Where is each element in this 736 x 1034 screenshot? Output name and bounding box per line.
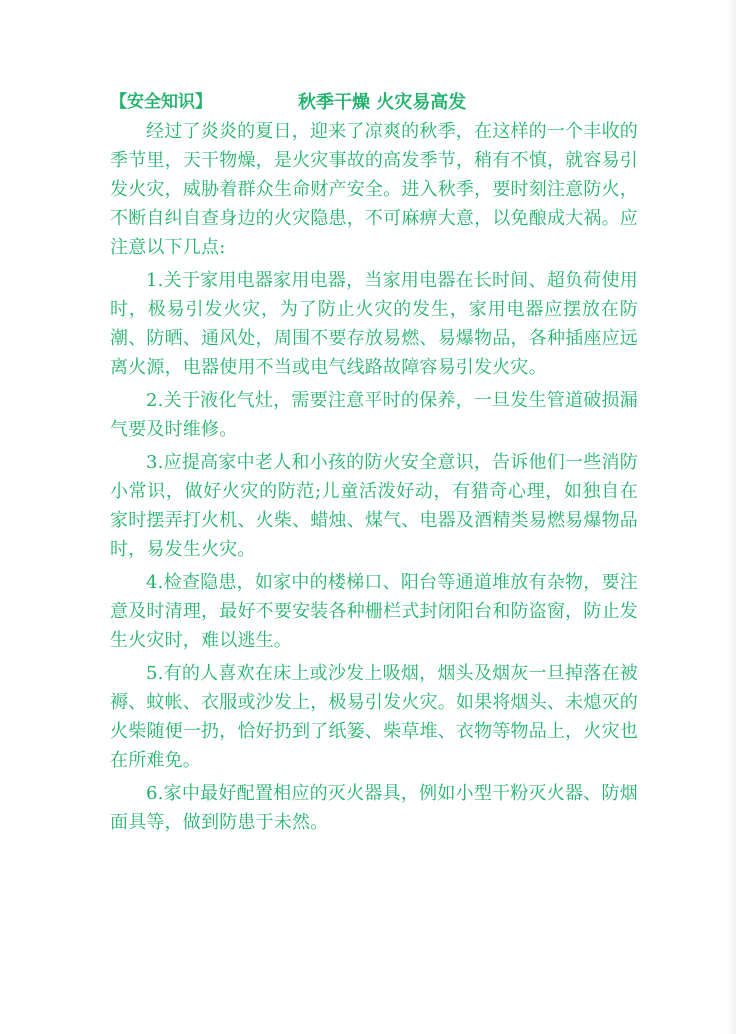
point-6-paragraph: 6.家中最好配置相应的灭火器具，例如小型干粉灭火器、防烟面具等，做到防患于未然。 (110, 783, 638, 833)
point-1-paragraph: 1.关于家用电器家用电器，当家用电器在长时间、超负荷使用时，极易引发火灾，为了防止火灾的发生，家用电器应摆放在防潮、防晒、通风处，周围不要存放易燃、易爆物品，各种插座应远离火源，电器使用不当或电气线路故障容易引发火灾。 (110, 270, 638, 378)
page-edge-shadow (726, 0, 736, 1034)
point-5-paragraph: 5.有的人喜欢在床上或沙发上吸烟，烟头及烟灰一旦掉落在被褥、蚊帐、衣服或沙发上，极易引发火灾。如果将烟头、未熄灭的火柴随便一扔，恰好扔到了纸篓、柴草堆、衣物等物品上，火灾也在所难免。 (110, 663, 638, 771)
point-3-paragraph: 3.应提高家中老人和小孩的防火安全意识，告诉他们一些消防小常识，做好火灾的防范;儿童活泼好动，有猎奇心理，如独自在家时摆弄打火机、火柴、蜡烛、煤气、电器及酒精类易燃易爆物品时，易发生火灾。 (110, 452, 638, 560)
intro-paragraph: 经过了炎炎的夏日，迎来了凉爽的秋季，在这样的一个丰收的季节里，天干物燥，是火灾事故的高发季节，稍有不慎，就容易引发火灾，威胁着群众生命财产安全。进入秋季，要时刻注意防火，不断自纠自查身边的火灾隐患，不可麻痹大意，以免酿成大祸。应注意以下几点: (110, 121, 638, 258)
article-body (110, 88, 638, 841)
point-4-paragraph: 4.检查隐患，如家中的楼梯口、阳台等通道堆放有杂物，要注意及时清理，最好不要安装各种栅栏式封闭阳台和防盗窗，防止发生火灾时，难以逃生。 (110, 572, 638, 651)
header-row (110, 88, 638, 117)
article-title: 秋季干燥 火灾易高发 (298, 92, 467, 113)
point-2-paragraph: 2.关于液化气灶，需要注意平时的保养，一旦发生管道破损漏气要及时维修。 (110, 390, 638, 440)
category-tag: 【安全知识】 (110, 92, 212, 112)
